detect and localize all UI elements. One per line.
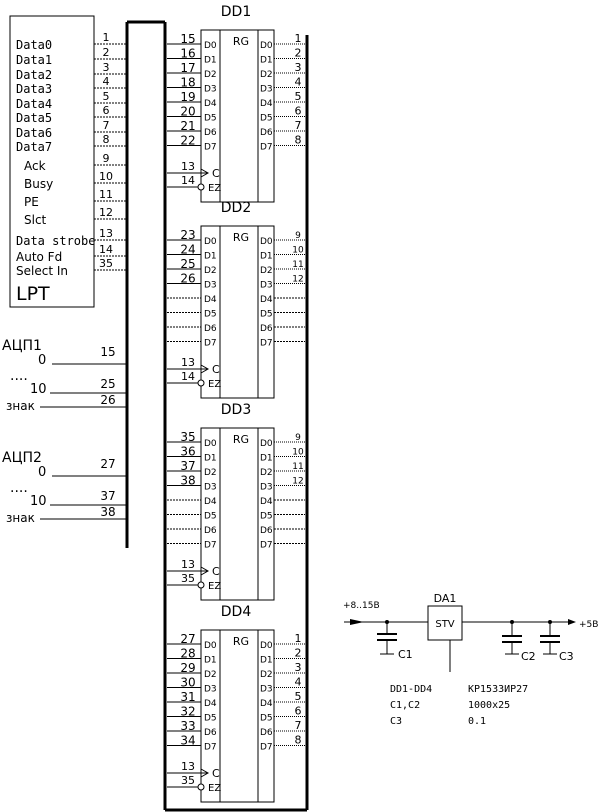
bom-ref: C1,C2 <box>390 700 421 711</box>
adc-pin-number: 38 <box>100 505 116 519</box>
register-output-label: D4 <box>260 295 273 305</box>
output-arrow <box>568 619 576 625</box>
register-output-pin: 12 <box>292 274 304 285</box>
register-input-pin: 31 <box>180 690 196 704</box>
register-enable-label: EZ <box>208 581 222 592</box>
register-input-pin: 26 <box>180 271 196 286</box>
register-input-pin: 30 <box>180 675 196 690</box>
register-input-pin: 19 <box>180 90 196 104</box>
register-input-label: D1 <box>204 55 217 66</box>
register-dd1 <box>167 4 305 202</box>
register-input-pin: 36 <box>180 444 196 459</box>
lpt-pin-number: 2 <box>102 46 110 59</box>
register-output-label: D6 <box>260 728 273 738</box>
register-input-pin: 29 <box>180 661 196 675</box>
lpt-title: LPT <box>16 283 50 305</box>
register-output-label: D0 <box>260 41 273 51</box>
register-output-label: D0 <box>260 237 273 247</box>
register-input-pin: 23 <box>180 228 196 242</box>
adc-bit10-label: 10 <box>30 382 47 397</box>
register-input-pin: 25 <box>180 257 196 271</box>
lpt-pin-number: 10 <box>99 170 113 183</box>
bom-value: 0.1 <box>468 716 487 727</box>
bom-table <box>390 684 528 727</box>
register-type-label: RG <box>232 433 250 446</box>
register-output-label: D2 <box>260 468 273 478</box>
register-input-pin: 37 <box>180 459 196 473</box>
register-output-pin: 1 <box>294 632 302 645</box>
register-input-pin: 20 <box>180 104 196 119</box>
register-output-label: D7 <box>260 142 273 153</box>
register-input-pin: 21 <box>180 119 196 133</box>
register-input-label: D6 <box>204 324 217 334</box>
bom-value: КР1533ИР27 <box>468 684 529 695</box>
register-output-label: D4 <box>260 497 273 507</box>
lpt-signal-label: Data strobe <box>16 234 96 248</box>
register-input-pin: 22 <box>180 133 196 148</box>
register-input-label: D6 <box>204 526 217 536</box>
lpt-signal-label: Data7 <box>16 140 53 154</box>
register-input-pin: 33 <box>180 719 196 733</box>
lpt-pin-number: 14 <box>99 243 113 256</box>
adc-pin-number: 27 <box>100 457 116 471</box>
lpt-pin-number: 3 <box>102 61 110 74</box>
lpt-signal-label: Data0 <box>16 38 53 52</box>
register-output-pin: 2 <box>294 46 302 60</box>
register-enable-pin: 14 <box>181 174 195 187</box>
register-output-pin: 9 <box>295 433 301 443</box>
register-input-pin: 15 <box>180 32 196 46</box>
register-input-label: D6 <box>204 728 217 738</box>
register-type-label: RG <box>232 35 250 48</box>
register-output-pin: 8 <box>294 133 302 147</box>
register-type-label: RG <box>232 231 250 244</box>
register-output-label: D3 <box>260 280 273 291</box>
lpt-pin-number: 13 <box>99 227 113 240</box>
regulator-type: STV <box>435 619 455 630</box>
register-output-label: D1 <box>260 453 273 464</box>
register-output-label: D5 <box>260 713 273 724</box>
lpt-signal-label: Slct <box>24 213 47 227</box>
register-input-label: D3 <box>204 84 217 95</box>
output-voltage-label: +5В <box>579 620 599 630</box>
register-clock-label: C <box>212 363 220 376</box>
register-name: DD3 <box>220 402 252 418</box>
register-output-label: D7 <box>260 540 273 551</box>
adc-pin-number: 15 <box>100 345 116 359</box>
adc-dots: .... <box>10 480 28 496</box>
register-output-label: D5 <box>260 113 273 124</box>
register-type-label: RG <box>232 635 250 648</box>
register-input-label: D0 <box>204 41 217 51</box>
capacitor-c1-label: C1 <box>398 648 413 661</box>
register-output-label: D2 <box>260 266 273 276</box>
register-enable-label: EZ <box>208 379 222 390</box>
register-input-label: D4 <box>204 99 217 109</box>
lpt-pin-number: 9 <box>102 152 110 165</box>
lpt-pin-number: 11 <box>99 188 113 201</box>
register-output-label: D6 <box>260 324 273 334</box>
bom-value: 1000x25 <box>468 700 511 711</box>
register-clock-label: C <box>212 167 220 180</box>
register-input-label: D2 <box>204 266 217 276</box>
adc-bit10-label: 10 <box>30 494 47 509</box>
adc-name: АЦП2 <box>2 450 42 466</box>
register-enable-pin: 35 <box>181 572 195 585</box>
register-output-label: D7 <box>260 338 273 349</box>
register-input-pin: 28 <box>180 646 196 661</box>
register-dd3 <box>167 402 305 600</box>
register-input-pin: 24 <box>180 242 196 257</box>
register-output-label: D2 <box>260 70 273 80</box>
lpt-signal-label: Data4 <box>16 97 53 111</box>
register-output-pin: 10 <box>292 447 304 458</box>
register-output-label: D3 <box>260 684 273 695</box>
register-output-pin: 11 <box>292 260 304 270</box>
lpt-signal-label: Ack <box>24 159 46 173</box>
register-output-label: D4 <box>260 99 273 109</box>
register-input-pin: 32 <box>180 704 196 719</box>
register-input-pin: 16 <box>180 46 196 61</box>
register-output-label: D1 <box>260 55 273 66</box>
register-clock-label: C <box>212 767 220 780</box>
register-enable-inversion <box>198 184 204 190</box>
adc-inputs <box>2 338 127 525</box>
register-input-pin: 27 <box>180 632 196 646</box>
bom-ref: C3 <box>390 716 403 727</box>
register-input-label: D0 <box>204 641 217 651</box>
register-output-label: D1 <box>260 251 273 262</box>
register-input-label: D7 <box>204 540 217 551</box>
register-input-pin: 35 <box>180 430 196 444</box>
register-output-pin: 9 <box>295 231 301 241</box>
adc-pin-number: 37 <box>100 489 116 503</box>
register-output-label: D4 <box>260 699 273 709</box>
input-voltage-label: +8..15В <box>343 601 380 611</box>
register-input-label: D6 <box>204 128 217 138</box>
register-output-pin: 5 <box>294 690 302 703</box>
register-enable-pin: 35 <box>181 774 195 787</box>
register-name: DD1 <box>220 4 252 20</box>
register-output-pin: 10 <box>292 245 304 256</box>
lpt-pin-number: 7 <box>102 119 110 132</box>
adc-bit0-label: 0 <box>38 465 47 480</box>
register-input-label: D2 <box>204 468 217 478</box>
register-input-label: D2 <box>204 70 217 80</box>
adc-pin-number: 25 <box>100 377 116 391</box>
adc-dots: .... <box>10 368 28 384</box>
register-input-label: D4 <box>204 295 217 305</box>
register-input-label: D7 <box>204 742 217 753</box>
register-input-label: D3 <box>204 684 217 695</box>
lpt-pin-number: 5 <box>102 90 110 103</box>
lpt-signal-label: Data3 <box>16 82 53 96</box>
register-output-pin: 4 <box>294 75 302 89</box>
register-output-pin: 6 <box>294 104 302 118</box>
adc-sign-label: знак <box>6 399 35 413</box>
register-output-pin: 8 <box>294 733 302 747</box>
register-enable-label: EZ <box>208 183 222 194</box>
lpt-pin-number: 6 <box>102 104 110 117</box>
registers <box>167 4 305 802</box>
adc-pin-number: 26 <box>100 393 116 407</box>
register-output-label: D5 <box>260 511 273 522</box>
register-output-label: D2 <box>260 670 273 680</box>
register-clock-pin: 13 <box>181 558 195 571</box>
register-input-label: D0 <box>204 439 217 449</box>
register-output-label: D0 <box>260 439 273 449</box>
register-input-label: D5 <box>204 309 217 320</box>
register-output-pin: 6 <box>294 704 302 718</box>
register-input-label: D5 <box>204 113 217 124</box>
lpt-pin-number: 4 <box>102 75 110 88</box>
register-input-label: D7 <box>204 142 217 153</box>
register-output-pin: 3 <box>294 61 302 74</box>
lpt-signal-label: PE <box>24 195 39 209</box>
register-output-pin: 11 <box>292 462 304 472</box>
register-input-label: D1 <box>204 453 217 464</box>
register-input-label: D5 <box>204 713 217 724</box>
lpt-pin-number: 12 <box>99 206 113 219</box>
register-clock-label: C <box>212 565 220 578</box>
register-name: DD4 <box>220 604 252 620</box>
register-output-label: D1 <box>260 655 273 666</box>
register-enable-label: EZ <box>208 783 222 794</box>
register-input-label: D7 <box>204 338 217 349</box>
register-output-label: D3 <box>260 482 273 493</box>
register-enable-inversion <box>198 784 204 790</box>
register-name: DD2 <box>220 200 252 216</box>
register-dd4 <box>167 604 305 802</box>
register-dd2 <box>167 200 305 398</box>
register-output-pin: 2 <box>294 646 302 660</box>
register-clock-pin: 13 <box>181 160 195 173</box>
register-output-pin: 1 <box>294 32 302 45</box>
register-output-pin: 12 <box>292 476 304 487</box>
lpt-signal-label: Data2 <box>16 68 53 82</box>
register-input-label: D4 <box>204 497 217 507</box>
register-output-label: D6 <box>260 128 273 138</box>
register-output-label: D5 <box>260 309 273 320</box>
adc-name: АЦП1 <box>2 338 42 354</box>
register-output-pin: 5 <box>294 90 302 103</box>
register-input-label: D1 <box>204 655 217 666</box>
register-clock-pin: 13 <box>181 760 195 773</box>
power-supply <box>343 592 598 672</box>
register-clock-pin: 13 <box>181 356 195 369</box>
register-output-pin: 7 <box>294 119 302 132</box>
register-output-label: D7 <box>260 742 273 753</box>
lpt-signal-label: Data5 <box>16 111 53 125</box>
register-input-label: D2 <box>204 670 217 680</box>
register-enable-pin: 14 <box>181 370 195 383</box>
bus-lines <box>127 22 307 810</box>
lpt-signal-label: Data6 <box>16 126 53 140</box>
lpt-connector <box>10 16 127 307</box>
register-input-label: D5 <box>204 511 217 522</box>
lpt-pin-number: 1 <box>102 31 110 44</box>
register-input-label: D1 <box>204 251 217 262</box>
lpt-signal-label: Data1 <box>16 53 53 67</box>
lpt-pin-number: 8 <box>102 133 110 146</box>
capacitor-c3-label: C3 <box>559 650 574 663</box>
register-input-label: D3 <box>204 280 217 291</box>
register-output-pin: 3 <box>294 661 302 674</box>
register-enable-inversion <box>198 582 204 588</box>
register-input-pin: 18 <box>180 75 196 90</box>
register-input-pin: 34 <box>180 733 196 748</box>
bom-ref: DD1-DD4 <box>390 684 433 695</box>
regulator-name: DA1 <box>433 592 457 605</box>
lpt-signal-label: Auto Fd <box>16 250 63 264</box>
lpt-signal-label: Busy <box>24 177 54 191</box>
register-output-pin: 7 <box>294 719 302 732</box>
register-input-pin: 38 <box>180 473 196 488</box>
adc-bit0-label: 0 <box>38 353 47 368</box>
adc-sign-label: знак <box>6 511 35 525</box>
capacitor-c2-label: C2 <box>521 650 536 663</box>
register-input-pin: 17 <box>180 61 196 75</box>
register-output-label: D0 <box>260 641 273 651</box>
register-output-pin: 4 <box>294 675 302 689</box>
register-output-label: D3 <box>260 84 273 95</box>
register-enable-inversion <box>198 380 204 386</box>
register-output-label: D6 <box>260 526 273 536</box>
lpt-signal-label: Select In <box>16 264 68 278</box>
register-input-label: D4 <box>204 699 217 709</box>
lpt-pin-number: 35 <box>99 257 113 270</box>
register-input-label: D3 <box>204 482 217 493</box>
register-input-label: D0 <box>204 237 217 247</box>
